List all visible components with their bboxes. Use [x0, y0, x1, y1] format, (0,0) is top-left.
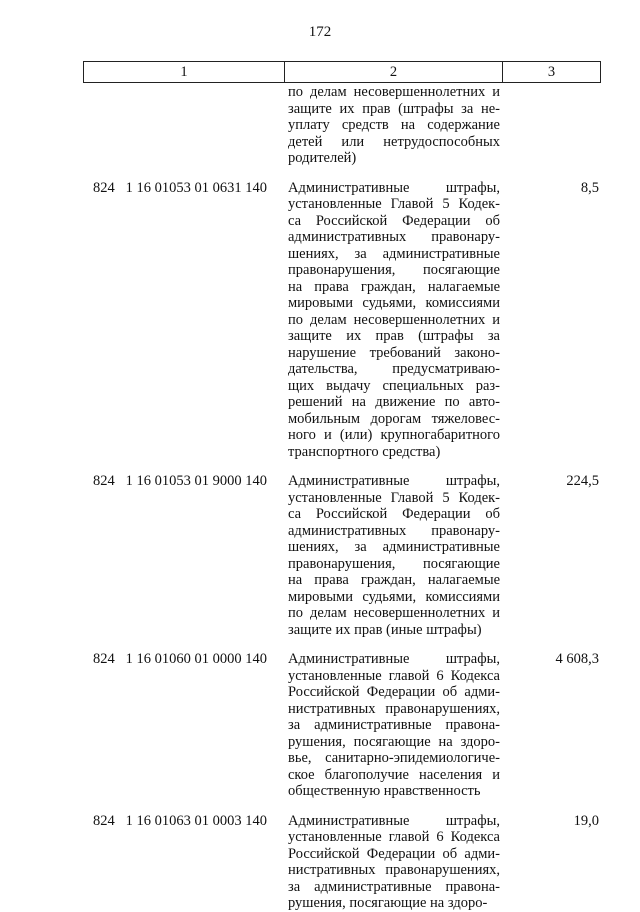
description-line: Административные штрафы, — [288, 473, 500, 489]
description-line: установленные Главой 5 Кодек- — [288, 196, 500, 212]
table-row — [83, 83, 601, 167]
description-line: мобильным дорогам тяжеловес- — [288, 410, 500, 427]
amount-value: 8,5 — [580, 179, 599, 196]
amount-value — [502, 83, 601, 167]
revenue-description — [284, 83, 502, 167]
description-line: вье, санитарно-эпидемиологиче- — [288, 750, 500, 766]
description-line: общественную нравственность — [288, 783, 481, 799]
description-line: мировыми судьями, комиссиями — [288, 588, 500, 605]
table-row — [83, 179, 601, 461]
description-line: шениях, за административные — [288, 539, 500, 555]
description-line: установленные главой 6 Кодекса — [288, 667, 500, 684]
description-line: на права граждан, налагаемые — [288, 278, 500, 295]
description-line: за административные правона- — [288, 717, 500, 733]
description-line: защите их прав (штрафы за не- — [288, 100, 500, 117]
header-col-1: 1 — [84, 62, 285, 82]
page-number: 172 — [308, 24, 332, 40]
description-line: детей или нетрудоспособных — [288, 133, 500, 150]
description-line: дательства, предусматриваю- — [288, 361, 500, 377]
description-line: по делам несовершеннолетних и — [288, 605, 500, 621]
description-line: рушения, посягающие на здоро- — [288, 895, 488, 911]
description-line: Российской Федерации об адми- — [288, 845, 500, 862]
description-line: правонарушения, посягающие — [288, 555, 500, 572]
description-line: ного и (или) крупногабаритного — [288, 427, 500, 443]
revenue-description — [284, 179, 502, 461]
description-line: шениях, за административные — [288, 245, 500, 262]
table-header — [83, 61, 601, 83]
revenue-description — [284, 812, 502, 912]
description-line: нарушение требований законо- — [288, 344, 500, 361]
header-col-2: 2 — [285, 62, 503, 82]
description-line: ское благополучие населения и — [288, 766, 500, 783]
table-row — [83, 472, 601, 638]
description-line: по делам несовершеннолетних и — [288, 311, 500, 328]
amount-value: 4 608,3 — [555, 651, 599, 667]
amount-value: 224,5 — [566, 473, 599, 489]
description-line: правонарушения, посягающие — [288, 262, 500, 278]
description-line: Административные штрафы, — [288, 179, 500, 196]
description-line: щих выдачу специальных раз- — [288, 377, 500, 394]
description-line: установленные главой 6 Кодекса — [288, 829, 500, 845]
revenue-description — [284, 650, 502, 800]
description-line: Административные штрафы, — [288, 651, 500, 667]
description-line: по делам несовершеннолетних и — [288, 84, 500, 100]
description-line: са Российской Федерации об — [288, 506, 500, 522]
description-line: за административные правона- — [288, 878, 500, 895]
budget-code — [83, 83, 284, 167]
table-row — [83, 650, 601, 800]
description-line: рушения, посягающие на здоро- — [288, 733, 500, 750]
description-line: са Российской Федерации об — [288, 212, 500, 229]
description-line: установленные Главой 5 Кодек- — [288, 489, 500, 506]
description-line: на права граждан, налагаемые — [288, 572, 500, 588]
header-col-3: 3 — [547, 63, 556, 80]
description-line: Административные штрафы, — [288, 812, 500, 829]
description-line: уплату средств на содержание — [288, 117, 500, 133]
budget-code: 824 1 16 01063 01 0003 140 — [93, 812, 267, 829]
description-line: административных правонару- — [288, 522, 500, 539]
description-line: защите их прав (штрафы за — [288, 328, 500, 344]
description-line: нистративных правонарушениях, — [288, 700, 500, 717]
description-line: нистративных правонарушениях, — [288, 862, 500, 878]
revenue-description — [284, 472, 502, 638]
table-row — [83, 812, 601, 912]
budget-code: 824 1 16 01060 01 0000 140 — [93, 651, 267, 667]
table-body — [83, 83, 601, 912]
budget-code: 824 1 16 01053 01 9000 140 — [93, 473, 267, 489]
description-line: мировыми судьями, комиссиями — [288, 295, 500, 311]
description-line: административных правонару- — [288, 229, 500, 245]
description-line: транспортного средства) — [288, 443, 441, 460]
amount-value: 19,0 — [573, 812, 599, 829]
description-line: Российской Федерации об адми- — [288, 684, 500, 700]
description-line: защите их прав (иные штрафы) — [288, 621, 482, 638]
description-line: родителей) — [288, 150, 357, 166]
description-line: решений на движение по авто- — [288, 394, 500, 410]
budget-code: 824 1 16 01053 01 0631 140 — [93, 179, 267, 196]
